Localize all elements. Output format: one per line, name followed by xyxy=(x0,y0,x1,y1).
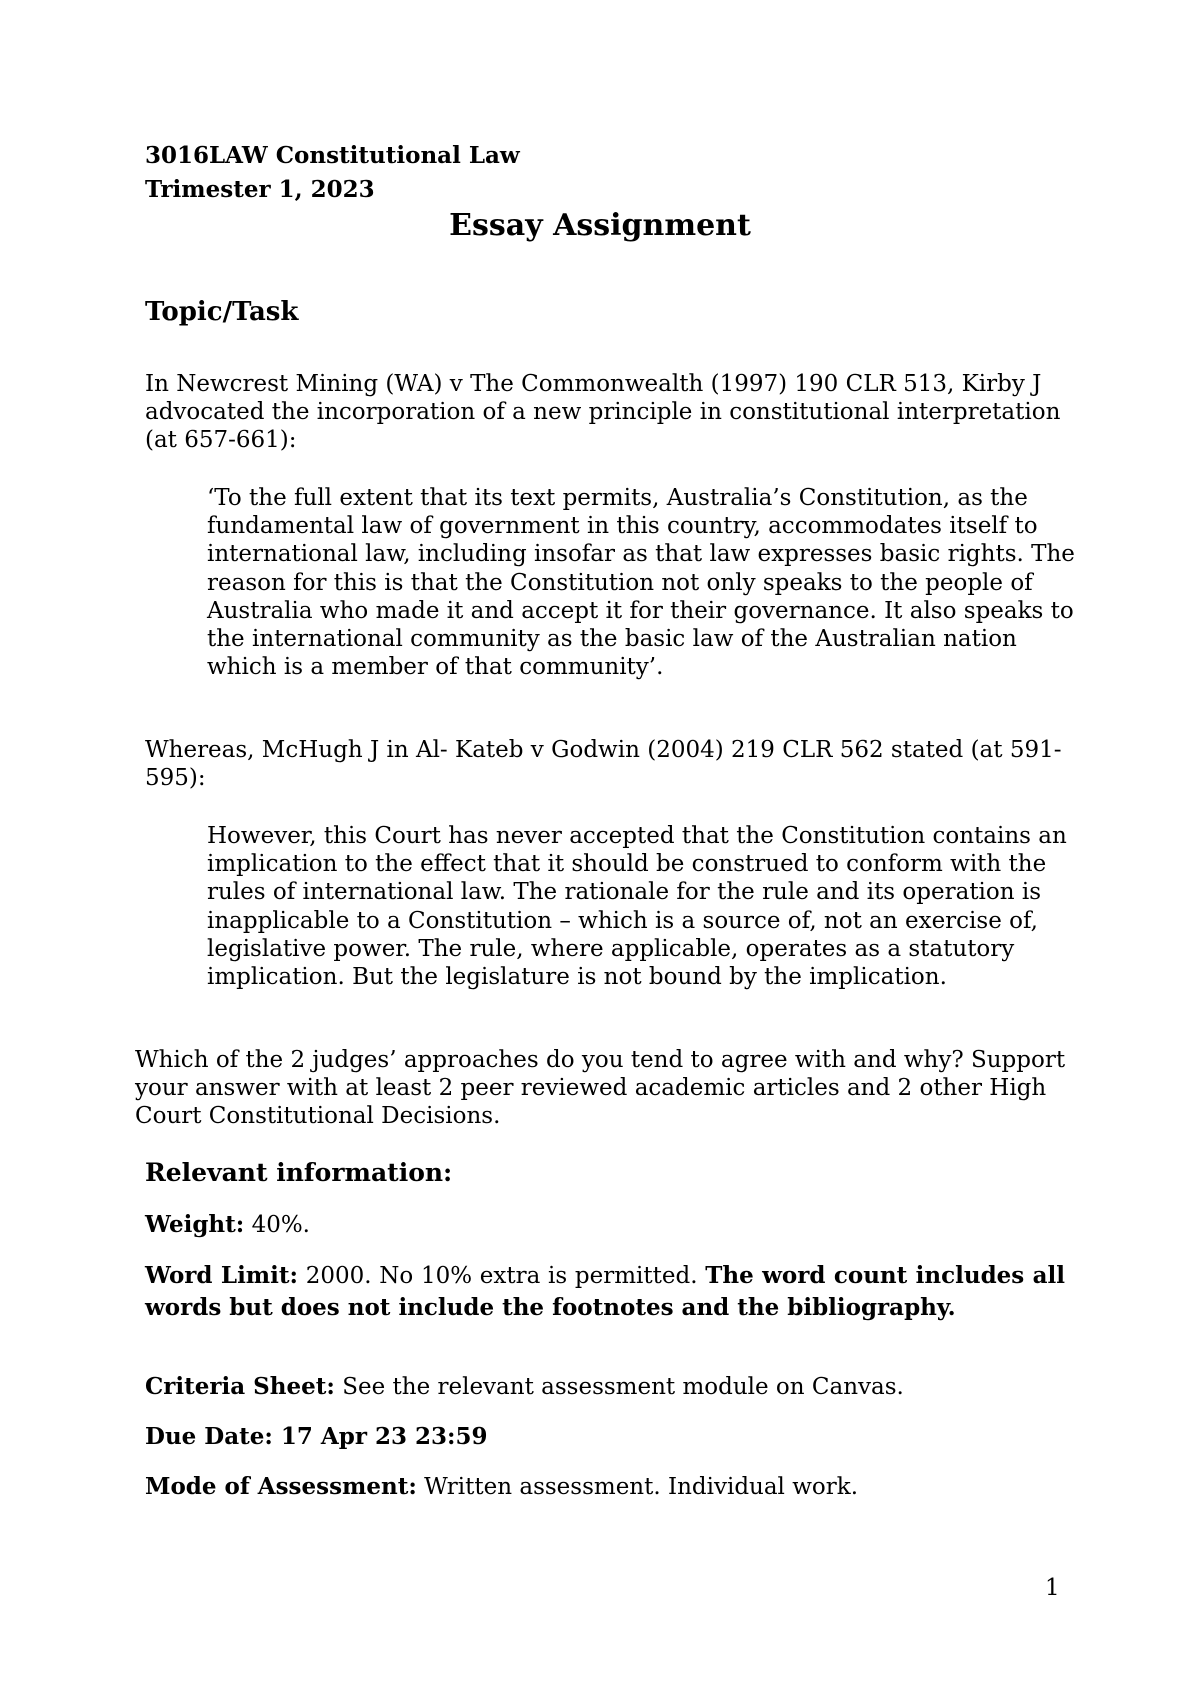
criteria-label: Criteria Sheet: xyxy=(145,1373,335,1400)
page-title: Essay Assignment xyxy=(449,208,751,243)
criteria-value: See the relevant assessment module on Canvas. xyxy=(342,1374,904,1400)
topic-intro: In Newcrest Mining (WA) v The Commonwealth (1997) 190 CLR 513, Kirby J advocated the incorporation of a new principle in constitutional interpretation (at 657-661): xyxy=(145,371,1061,454)
mode-value: Written assessment. Individual work. xyxy=(424,1474,859,1500)
whereas-paragraph: Whereas, McHugh J in Al- Kateb v Godwin (2004) 219 CLR 562 stated (at 591-595): xyxy=(145,737,1062,792)
page-number: 1 xyxy=(1045,1575,1060,1601)
due-date: Due Date: 17 Apr 23 23:59 xyxy=(145,1423,488,1450)
mchugh-quote: However, this Court has never accepted that the Constitution contains an implication to the effect that it should be construed to conform with the rules of international law. The rationale for the rule and its operation is inapplicable to a Constitution – which is a source of, not an exercise of, legislative power. The rule, where applicable, operates as a statutory implication. But the legislature is not bound by the implication. xyxy=(207,823,1067,991)
weight-value: 40%. xyxy=(251,1212,310,1238)
word-limit-note: The word count includes all words but does not include the footnotes and the bibliography. xyxy=(145,1262,1066,1321)
course-code: 3016LAW Constitutional Law xyxy=(145,142,520,169)
word-limit-value: 2000. No 10% extra is permitted. xyxy=(305,1263,698,1289)
mode-label: Mode of Assessment: xyxy=(145,1473,417,1500)
essay-question: Which of the 2 judges’ approaches do you tend to agree with and why? Support your answer with at least 2 peer reviewed academic articles and 2 other High Court Constitutional Decisions. xyxy=(135,1047,1066,1130)
criteria-row xyxy=(145,1372,1065,1402)
topic-heading: Topic/Task xyxy=(145,297,299,327)
kirby-quote: ‘To the full extent that its text permits, Australia’s Constitution, as the fundamental law of government in this country, accommodates itself to international law, including insofar as that law expresses basic rights. The reason for this is that the Constitution not only speaks to the people of Australia who made it and accept it for their governance. It also speaks to the international community as the basic law of the Australian nation which is a member of that community’. xyxy=(207,485,1075,681)
mode-row xyxy=(145,1472,1065,1502)
term-line: Trimester 1, 2023 xyxy=(145,176,375,203)
relevant-info-heading: Relevant information: xyxy=(145,1158,453,1187)
weight-label: Weight: xyxy=(145,1211,245,1238)
weight-row xyxy=(145,1210,1065,1240)
word-limit-row xyxy=(145,1260,1065,1324)
word-limit-label: Word Limit: xyxy=(145,1262,298,1289)
